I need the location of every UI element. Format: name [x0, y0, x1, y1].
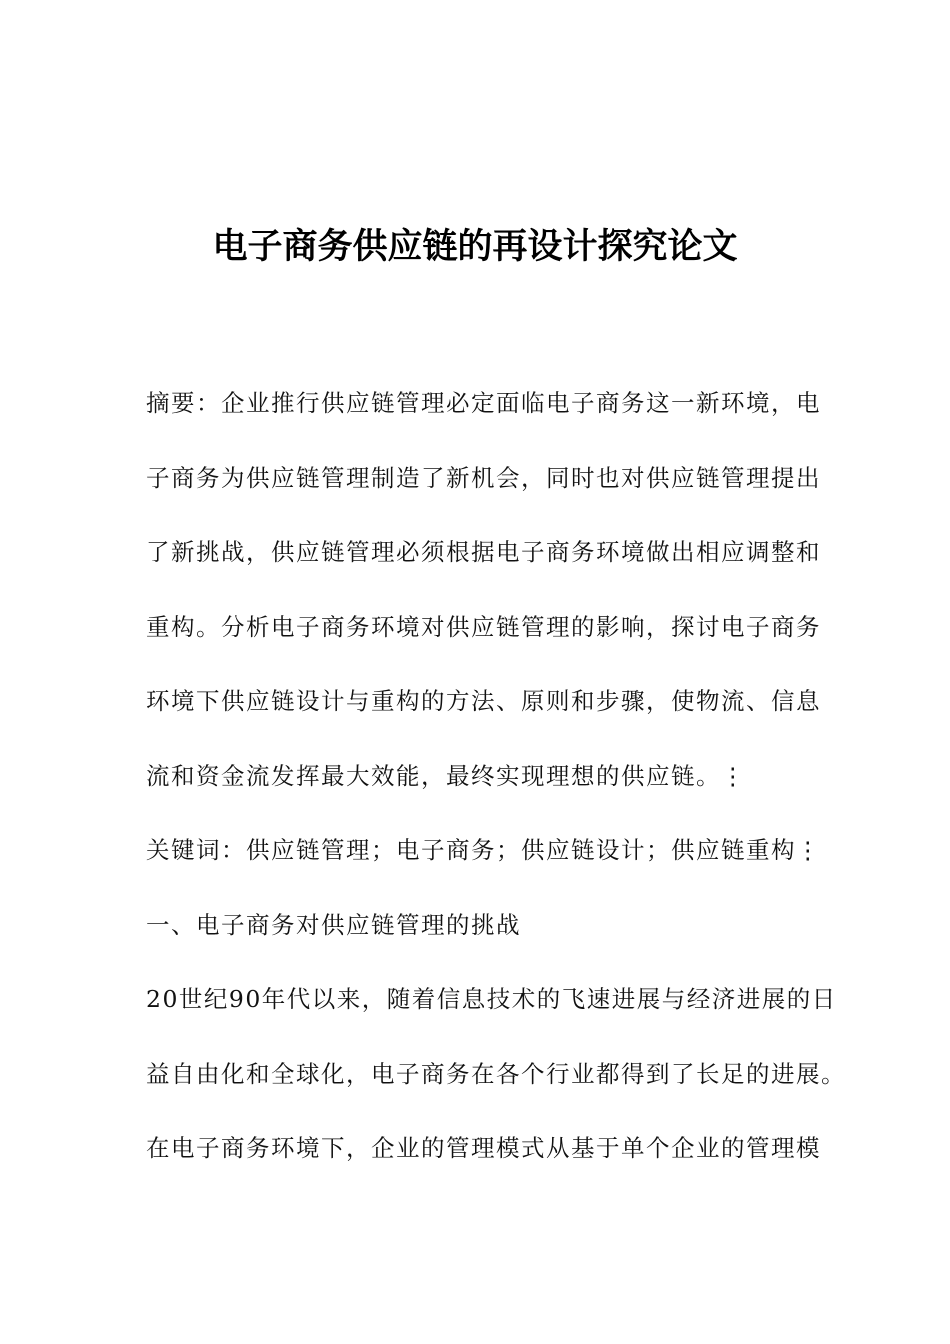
paragraph-line-1: 20世纪90年代以来，随着信息技术的飞速进展与经济进展的日 — [146, 985, 837, 1013]
paragraph-line-3: 在电子商务环境下，企业的管理模式从基于单个企业的管理模 — [146, 1134, 821, 1162]
keywords-line: 关键词：供应链管理；电子商务；供应链设计；供应链重构⋮ — [146, 836, 821, 864]
section-heading: 一、电子商务对供应链管理的挑战 — [146, 910, 521, 939]
abstract-line-3: 了新挑战，供应链管理必须根据电子商务环境做出相应调整和 — [146, 538, 821, 566]
abstract-line-1: 摘要：企业推行供应链管理必定面临电子商务这一新环境，电 — [146, 389, 821, 417]
abstract-line-4: 重构。分析电子商务环境对供应链管理的影响，探讨电子商务 — [146, 612, 821, 641]
abstract-line-2: 子商务为供应链管理制造了新机会，同时也对供应链管理提出 — [146, 463, 821, 492]
paragraph-line-2: 益自由化和全球化，电子商务在各个行业都得到了长足的进展。 — [146, 1059, 846, 1088]
abstract-line-5: 环境下供应链设计与重构的方法、原则和步骤，使物流、信息 — [146, 687, 821, 715]
document-title: 电子商务供应链的再设计探究论文 — [212, 227, 738, 267]
abstract-line-6: 流和资金流发挥最大效能，最终实现理想的供应链。⋮ — [146, 761, 746, 790]
document-body — [146, 378, 846, 1198]
